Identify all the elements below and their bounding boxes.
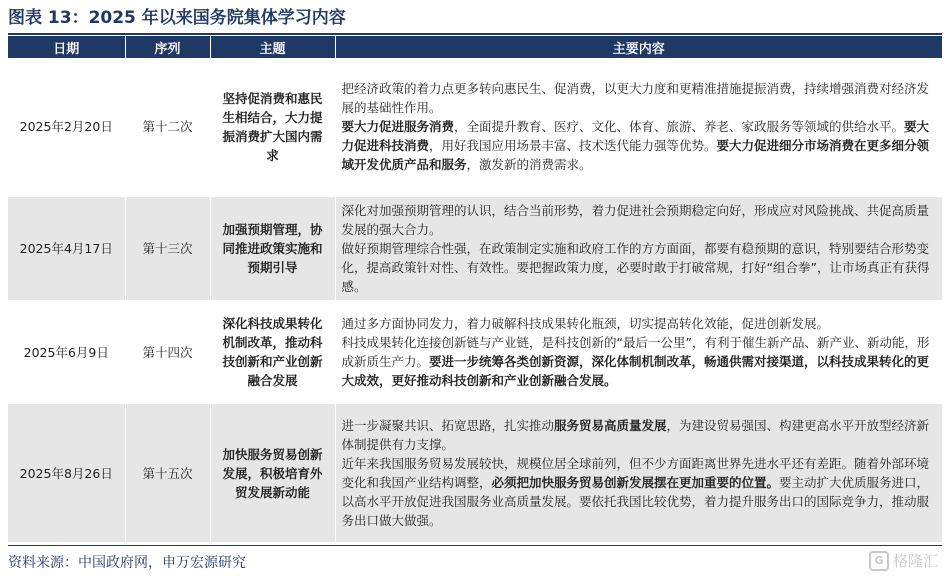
content-paragraph — [342, 239, 937, 296]
content-paragraph — [342, 416, 937, 454]
content-emphasis: 要进一步统筹各类创新资源，深化体制机制改革，畅通供需对接渠道，以科技成果转化的更大成效，更好推动科技创新和产业创新融合发展。 — [341, 354, 930, 388]
content-text: 把经济政策的着力点更多转向惠民生、促消费，以更大力度和更精准措施提振消费，持续增强消费对经济发展的基础性作用。 — [341, 81, 930, 115]
title-divider — [8, 33, 942, 35]
header-sequence: 序列 — [125, 36, 210, 58]
table-row — [8, 58, 942, 196]
watermark — [869, 550, 938, 571]
content-emphasis: 服务贸易高质量发展 — [554, 418, 667, 433]
content-paragraph — [342, 314, 937, 333]
content-text: ，激发新的消费需求。 — [466, 157, 592, 172]
watermark-text: 格隆汇 — [892, 552, 938, 570]
content-text: 近年来我国服务贸易发展较快，规模位居全球前列，但不少方面距离世界先进水平还有差距。随着外部环境变化和我国产业结构调整， — [341, 456, 930, 490]
source-note: 资料来源：中国政府网，申万宏源研究 — [8, 555, 246, 571]
content-paragraph — [342, 333, 937, 390]
content-emphasis: 要大力促进服务消费 — [341, 119, 455, 134]
row-content — [335, 58, 942, 196]
header-content: 主要内容 — [335, 36, 942, 58]
content-paragraph — [342, 201, 937, 239]
row-date: 2025年6月9日 — [8, 301, 125, 403]
content-emphasis: 要大力促进科技消费 — [341, 119, 930, 153]
content-text: 做好预期管理综合性强，在政策制定实施和政府工作的方方面面，都要有稳预期的意识，特别要结合形势变化，提高政策针对性、有效性。要把握政策力度，必要时敢于打破常规，打好“组合拳”，让市场真正有获得感。 — [341, 241, 930, 294]
row-date: 2025年2月20日 — [8, 58, 125, 196]
row-topic: 加快服务贸易创新发展，积极培育外贸发展新动能 — [210, 403, 335, 543]
row-content — [335, 403, 942, 543]
row-content — [335, 196, 942, 301]
content-paragraph — [342, 117, 937, 174]
content-text: 通过多方面协同发力，着力破解科技成果转化瓶颈，切实提高转化效能，促进创新发展。 — [341, 316, 830, 331]
table-body — [8, 58, 942, 543]
content-paragraph — [342, 79, 937, 117]
row-content — [335, 301, 942, 403]
header-topic: 主题 — [210, 36, 335, 58]
row-sequence: 第十四次 — [125, 301, 210, 403]
row-sequence: 第十三次 — [125, 196, 210, 301]
content-text: ，全面提升教育、医疗、文化、体育、旅游、养老、家政服务等领域的供给水平。 — [454, 119, 905, 134]
row-topic: 加强预期管理，协同推进政策实施和预期引导 — [210, 196, 335, 301]
table-row — [8, 301, 942, 403]
content-text: 要主动扩大优质服务进口，以高水平开放促进我国服务业高质量发展。要依托我国比较优势，着力提升服务出口的国际竞争力，推动服务出口做大做强。 — [341, 475, 930, 528]
row-topic: 深化科技成果转化机制改革，推动科技创新和产业创新融合发展 — [210, 301, 335, 403]
page-title: 图表 13：2025 年以来国务院集体学习内容 — [8, 8, 346, 28]
table-row — [8, 196, 942, 301]
content-text: 进一步凝聚共识、拓宽思路，扎实推动 — [341, 418, 555, 433]
row-date: 2025年4月17日 — [8, 196, 125, 301]
content-emphasis: 必须把加快服务贸易创新发展摆在更加重要的位置。 — [491, 475, 780, 490]
table-header-row — [8, 36, 942, 58]
row-sequence: 第十二次 — [125, 58, 210, 196]
content-text: 深化对加强预期管理的认识，结合当前形势，着力促进社会预期稳定向好，形成应对风险挑战、共促高质量发展的强大合力。 — [341, 203, 930, 237]
header-date: 日期 — [8, 36, 125, 58]
content-emphasis: 要大力促进细分市场消费在更多细分领域开发优质产品和服务 — [341, 138, 930, 172]
content-text: ，用好我国应用场景丰富、技术迭代能力强等优势。 — [429, 138, 717, 153]
row-sequence: 第十五次 — [125, 403, 210, 543]
row-date: 2025年8月26日 — [8, 403, 125, 543]
watermark-logo-icon: G — [869, 551, 889, 571]
content-text: 科技成果转化连接创新链与产业链，是科技创新的“最后一公里”，有利于催生新产品、新产业、新动能，形成新质生产力。 — [341, 335, 930, 369]
study-sessions-table — [8, 36, 942, 544]
content-text: ，为建设贸易强国、构建更高水平开放型经济新体制提供有力支撑。 — [341, 418, 930, 452]
footer-divider — [8, 545, 942, 546]
table-row — [8, 403, 942, 543]
row-topic: 坚持促消费和惠民生相结合，大力提振消费扩大国内需求 — [210, 58, 335, 196]
content-paragraph — [342, 454, 937, 530]
